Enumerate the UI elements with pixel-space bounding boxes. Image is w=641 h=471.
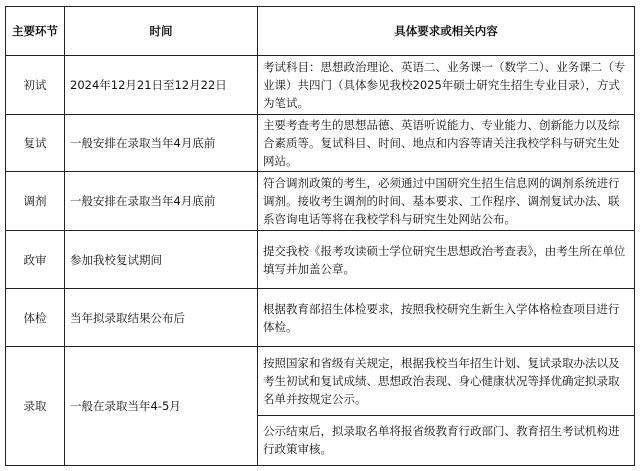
stage-cell: 录取	[6, 347, 65, 466]
time-cell: 一般在录取当年4-5月	[65, 347, 258, 466]
header-detail: 具体要求或相关内容	[258, 7, 635, 56]
table-row	[6, 114, 635, 171]
time-cell: 一般安排在录取当年4月底前	[65, 114, 258, 171]
detail-cell: 按照国家和省级有关规定，根据我校当年招生计划、复试录取办法以及考生初试和复试成绩、思想政治表现、身心健康状况等择优确定拟录取名单并按规定公示。	[258, 347, 635, 415]
table-row	[6, 347, 635, 415]
detail-cell: 主要考查考生的思想品德、英语听说能力、专业能力、创新能力以及综合素质等。复试科目、时间、地点和内容等请关注我校学科与研究生处网站。	[258, 114, 635, 171]
table-row	[6, 172, 635, 231]
header-time: 时间	[65, 7, 258, 56]
table-row	[6, 288, 635, 346]
stage-cell: 复试	[6, 114, 65, 171]
detail-cell: 根据教育部招生体检要求，按照我校研究生新生入学体格检查项目进行体检。	[258, 288, 635, 346]
admission-process-table	[5, 6, 635, 466]
stage-cell: 调剂	[6, 172, 65, 231]
time-cell: 一般安排在录取当年4月底前	[65, 172, 258, 231]
detail-cell: 提交我校《报考攻读硕士学位研究生思想政治考查表》，由考生所在单位填写并加盖公章。	[258, 231, 635, 288]
time-cell: 2024年12月21日至12月22日	[65, 56, 258, 114]
header-stage: 主要环节	[6, 7, 65, 56]
detail-cell: 符合调剂政策的考生，必须通过中国研究生招生信息网的调剂系统进行调剂。接收考生调剂的时间、基本要求、工作程序、调剂复试办法、联系咨询电话等将在我校学科与研究生处网站公布。	[258, 172, 635, 231]
detail-cell: 考试科目：思想政治理论、英语二、业务课一（数学二）、业务课二（专业课）共四门（具体参见我校2025年硕士研究生招生专业目录），方式为笔试。	[258, 56, 635, 114]
table-header-row	[6, 7, 635, 56]
detail-cell: 公示结束后，拟录取名单将报省级教育行政部门、教育招生考试机构进行政策审核。	[258, 415, 635, 465]
stage-cell: 体检	[6, 288, 65, 346]
time-cell: 当年拟录取结果公布后	[65, 288, 258, 346]
stage-cell: 政审	[6, 231, 65, 288]
table-row	[6, 56, 635, 114]
time-cell: 参加我校复试期间	[65, 231, 258, 288]
stage-cell: 初试	[6, 56, 65, 114]
table-row	[6, 231, 635, 288]
